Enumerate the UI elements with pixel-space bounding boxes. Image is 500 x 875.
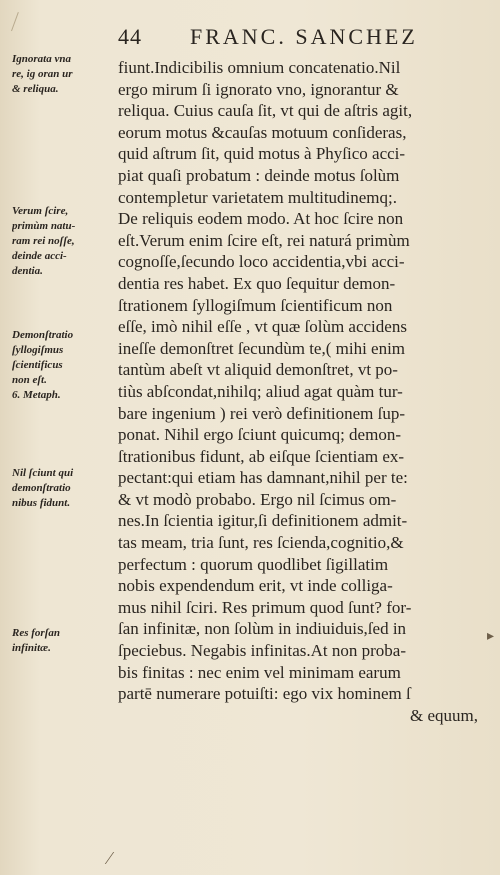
margin-note-line: demonſtratio <box>12 482 71 494</box>
margin-note-line: & reliqua. <box>12 83 59 95</box>
margin-note-line: nibus fidunt. <box>12 497 71 509</box>
text-line: fiunt.Indicibilis omnium concatenatio.Nil <box>118 58 401 77</box>
margin-note-line: primùm natu- <box>12 220 76 232</box>
margin-note-line: Demonſtratio <box>12 329 74 341</box>
margin-note-line: Nil ſciunt qui <box>12 467 74 479</box>
margin-note-line: 6. Metaph. <box>12 389 61 401</box>
page-number: 44 <box>118 24 142 49</box>
text-line: dentia res habet. Ex quo ſequitur demon- <box>118 273 396 293</box>
text-line: ponat. Nihil ergo ſciunt quicumq; demon- <box>118 425 401 445</box>
margin-note <box>12 204 112 279</box>
margin-note-line: deinde acci- <box>12 250 67 262</box>
running-head: FRANC. SANCHEZ <box>190 24 418 49</box>
text-line: eorum motus &cauſas motuum conſideras, <box>118 122 407 142</box>
margin-note <box>12 626 112 656</box>
text-line: reliqua. Cuius cauſa ſit, vt qui de aſtris agit, <box>118 101 413 121</box>
catchword-line: & equum, <box>410 705 478 725</box>
text-line: tiùs abſcondat,nihilq; aliud agat quàm tur- <box>118 381 403 401</box>
body-text <box>118 57 478 726</box>
text-line: bare ingenium ) rei verò definitionem ſup- <box>118 403 406 423</box>
text-line: ergo mirum ſi ignorato vno, ignorantur & <box>118 79 399 99</box>
text-line: partē numerare potuiſti: ego vix hominem ſ <box>118 684 411 704</box>
text-line: perfectum : quorum quodlibet ſigillatim <box>118 554 389 574</box>
text-line: De reliquis eodem modo. At hoc ſcire non <box>118 209 404 229</box>
text-line: contempletur varietatem multitudinemq;. <box>118 187 398 207</box>
text-line: piat quaſi probatum : deinde motus ſolùm <box>118 165 400 185</box>
bottom-pencil-mark-icon: ⁄ <box>108 848 112 868</box>
text-line: tas meam, tria ſunt, res ſcienda,cognitio,& <box>118 533 404 553</box>
text-line: quid aſtrum ſit, quid motus à Phyſico acci- <box>118 144 406 164</box>
margin-note-line: ſcientificus <box>12 359 63 371</box>
text-line: eſt.Verum enim ſcire eſt, rei naturá primùm <box>118 230 410 250</box>
margin-note-line: ſyllogiſmus <box>12 344 64 356</box>
text-line: nobis expendendum erit, vt inde colliga- <box>118 576 393 596</box>
margin-note-line: Ignorata vna <box>12 53 71 65</box>
margin-note <box>12 466 112 511</box>
text-line: cognoſſe,ſecundo loco accidentia,vbi acci- <box>118 252 405 272</box>
text-line: mus nihil ſciri. Res primum quod ſunt? for- <box>118 597 412 617</box>
text-line: ſpeciebus. Negabis infinitas.At non proba- <box>118 641 406 661</box>
margin-note-line: infinitæ. <box>12 642 51 654</box>
margin-note <box>12 52 112 97</box>
text-line: ſtrationibus fidunt, ab eiſque ſcientiam ex- <box>118 446 405 466</box>
text-line: tantùm abeſt vt aliquid demonſtret, vt po- <box>118 360 398 380</box>
margin-note-line: re, ig oran ur <box>12 68 73 80</box>
margin-note-line: ram rei noſſe, <box>12 235 75 247</box>
margin-note-line: Res forſan <box>12 627 60 639</box>
margin-note-line: dentia. <box>12 265 43 277</box>
text-line: eſſe, imò nihil eſſe , vt quæ ſolùm accidens <box>118 317 407 337</box>
margin-note-line: Verum ſcire, <box>12 205 69 217</box>
text-line: ſtrationem ſyllogiſmum ſcientificum non <box>118 295 393 315</box>
text-line: & vt modò probabo. Ergo nil ſcimus om- <box>118 489 397 509</box>
text-line: ſan infinitæ, non ſolùm in indiuiduis,ſed in <box>118 619 407 639</box>
margin-note <box>12 328 112 403</box>
text-line: ineſſe demonſtret ſecundùm te,( mihi enim <box>118 338 406 358</box>
edge-mark-icon: ▸ <box>486 629 494 644</box>
text-line: nes.In ſcientia igitur,ſi definitionem admit- <box>118 511 408 531</box>
margin-note-line: non eſt. <box>12 374 47 386</box>
text-line: bis finitas : nec enim vel minimam earum <box>118 662 401 682</box>
text-line: pectant:qui etiam has damnant,nihil per te: <box>118 468 408 488</box>
page-header <box>0 22 500 52</box>
